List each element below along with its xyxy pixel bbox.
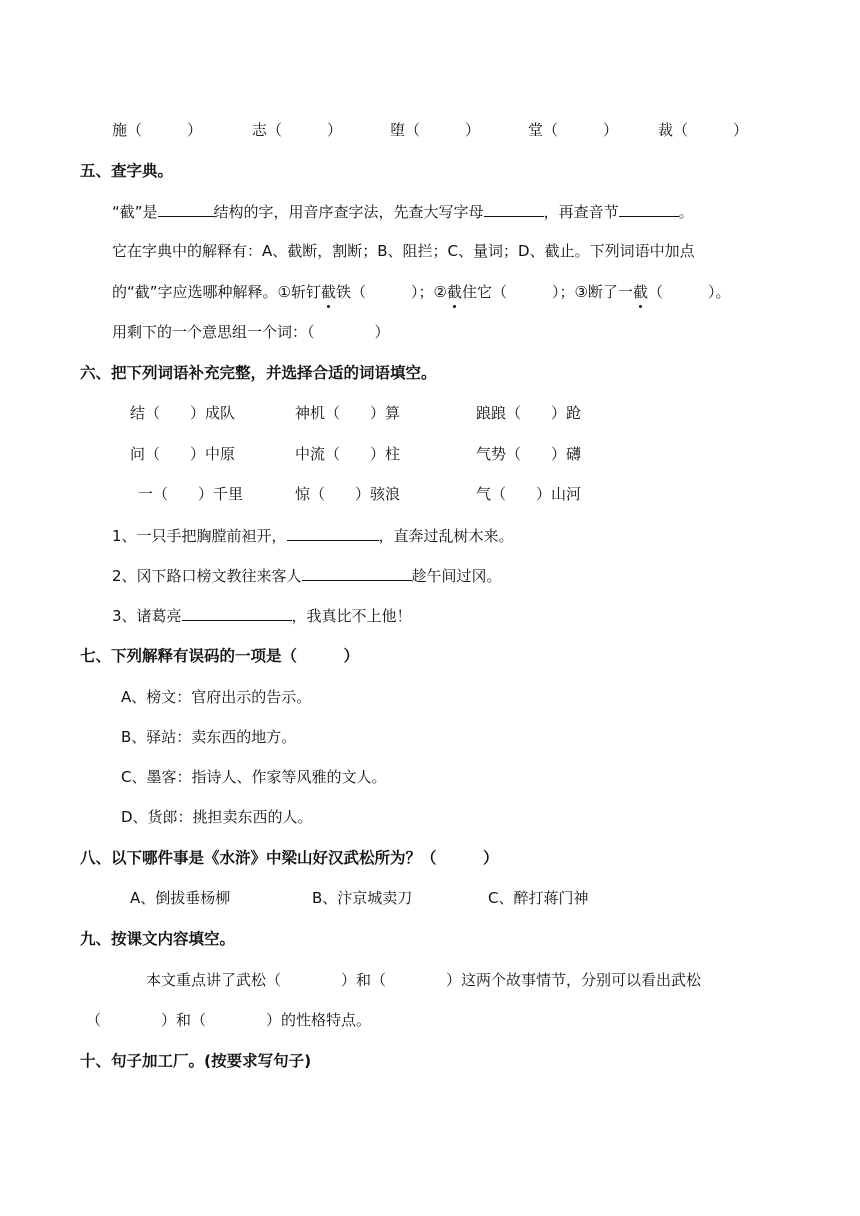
char-item: 志（ ） (252, 121, 343, 139)
char-item: 裁（ ） (658, 121, 749, 139)
section-9-line-1: 本文重点讲了武松（ ）和（ ）这两个故事情节，分别可以看出武松 (146, 971, 702, 989)
text: 1、一只手把胸膛前袒开， (112, 527, 287, 545)
dotted-char: 截 (632, 283, 648, 301)
text: 。 (678, 203, 694, 221)
section-8-title: 八、以下哪件事是《水浒》中梁山好汉武松所为？（ ） (80, 849, 499, 867)
char-item: 施（ ） (112, 121, 203, 139)
text: ，再查音节 (543, 203, 619, 221)
option-d: D、货郎：挑担卖东西的人。 (121, 808, 313, 826)
option-b: B、汴京城卖刀 (312, 889, 413, 907)
section-10-title: 十、句子加工厂。(按要求写句子) (80, 1052, 312, 1070)
answer-blank[interactable] (287, 524, 379, 541)
idiom-item: 结（ ）成队 (130, 404, 236, 422)
dotted-char: 截 (446, 283, 462, 301)
idiom-item: 中流（ ）柱 (295, 445, 401, 463)
text: 趁午间过冈。 (411, 567, 502, 585)
section-7-title: 七、下列解释有误码的一项是（ ） (80, 647, 360, 665)
text: ，我真比不上他！ (291, 607, 412, 625)
answer-blank[interactable] (302, 564, 412, 581)
option-b: B、驿站：卖东西的地方。 (121, 728, 297, 746)
text: （ ）。 (647, 283, 731, 301)
section-5-line-3 (112, 281, 730, 303)
text: ，直奔过乱树木来。 (378, 527, 514, 545)
section-6-title: 六、把下列词语补充完整，并选择合适的词语填空。 (80, 364, 437, 382)
idiom-item: 踉踉（ ）跄 (476, 404, 582, 422)
text: 的“截”字应选哪种解释。①斩钉 (112, 283, 321, 301)
answer-blank[interactable] (158, 200, 214, 217)
idiom-item: 惊（ ）骇浪 (295, 485, 401, 503)
answer-blank[interactable] (182, 604, 292, 621)
text: 住它（ ）；③断了一 (461, 283, 633, 301)
answer-blank[interactable] (619, 200, 679, 217)
char-item: 堕（ ） (390, 121, 481, 139)
text: 2、冈下路口榜文教往来客人 (112, 567, 302, 585)
text: 3、诸葛亮 (112, 607, 182, 625)
section-5-title: 五、查字典。 (80, 162, 174, 180)
answer-blank[interactable] (484, 200, 544, 217)
option-a: A、榜文：官府出示的告示。 (121, 688, 312, 706)
char-item: 堂（ ） (528, 121, 619, 139)
section-5-line-2: 它在字典中的解释有：A、截断，割断；B、阻拦；C、量词；D、截止。下列词语中加点 (112, 242, 695, 260)
section-9-title: 九、按课文内容填空。 (80, 930, 236, 948)
section-5-line-4: 用剩下的一个意思组一个词：（ ） (112, 323, 390, 341)
fill-sentence-3 (112, 604, 412, 627)
idiom-item: 气（ ）山河 (476, 485, 582, 503)
idiom-item: 问（ ）中原 (130, 445, 236, 463)
text: 铁（ ）；② (336, 283, 447, 301)
option-c: C、醉打蒋门神 (488, 889, 589, 907)
text: 结构的字，用音序查字法，先查大写字母 (213, 203, 484, 221)
idiom-item: 一（ ）千里 (138, 485, 244, 503)
section-9-line-2: （ ）和（ ）的性格特点。 (86, 1011, 372, 1029)
fill-sentence-2 (112, 564, 502, 587)
idiom-item: 神机（ ）算 (295, 404, 401, 422)
option-c: C、墨客：指诗人、作家等风雅的文人。 (121, 768, 387, 786)
fill-sentence-1 (112, 524, 514, 547)
idiom-item: 气势（ ）礴 (476, 445, 582, 463)
section-5-line-1 (112, 200, 694, 223)
option-a: A、倒拔垂杨柳 (130, 889, 231, 907)
text: “截”是 (112, 203, 158, 221)
dotted-char: 截 (321, 283, 337, 301)
